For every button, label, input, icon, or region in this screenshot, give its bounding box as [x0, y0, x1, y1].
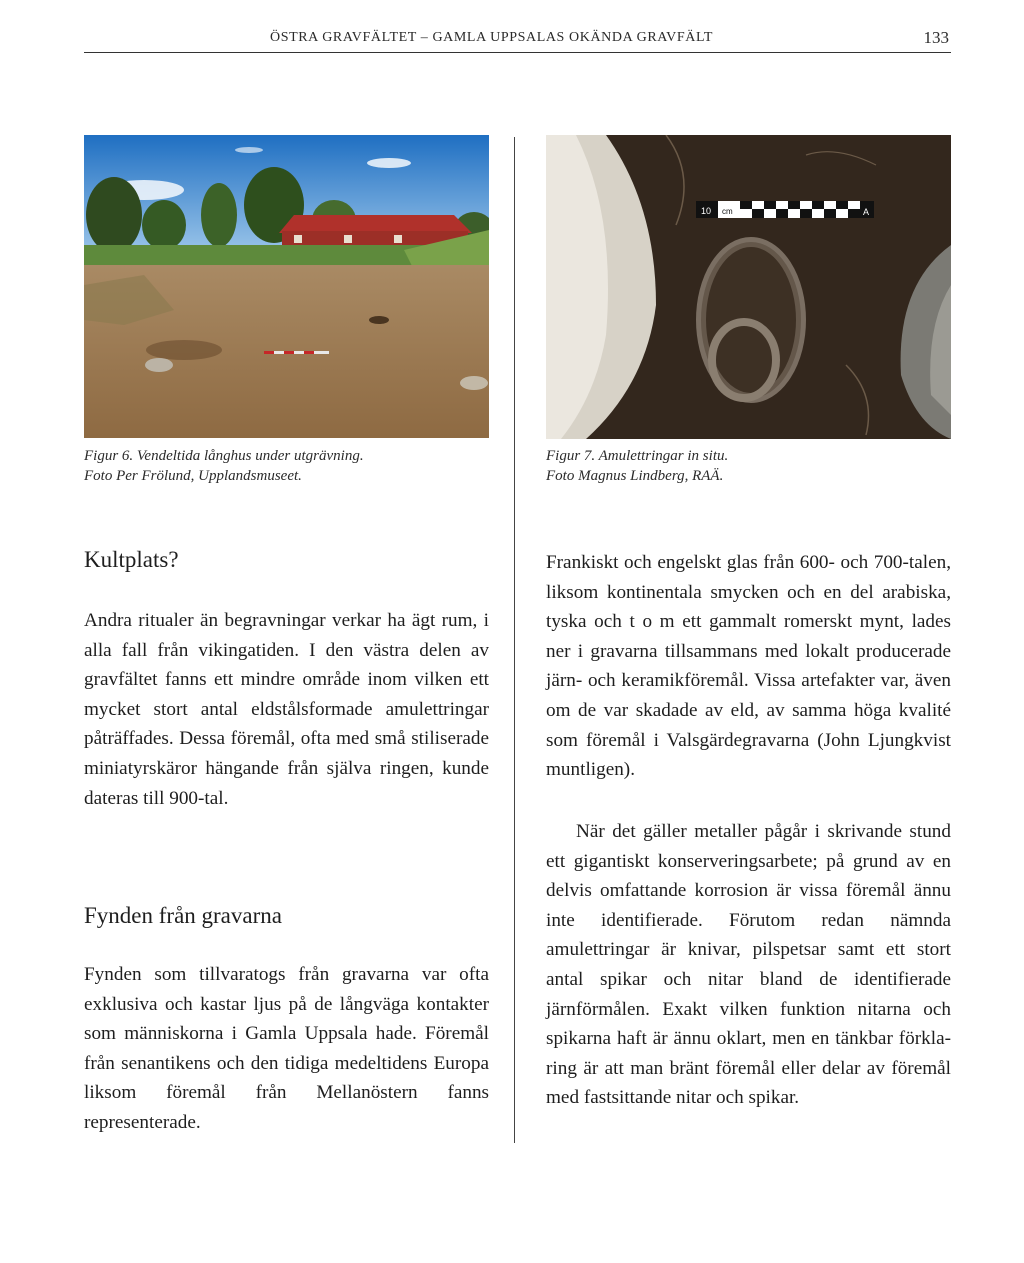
caption-line: Figur 6. Vendeltida långhus under utgrävning. [84, 448, 364, 464]
running-header [84, 30, 951, 53]
caption-credit: Foto Magnus Lindberg, RAÄ. [546, 468, 724, 484]
figure-6-caption [84, 446, 364, 486]
amulet-rings-photo [546, 135, 951, 439]
body-paragraph: När det gäller metaller pågår i skrivande stund ett gigantiskt konserveringsarbete; på grund av en delvis omfattande korrosion är vissa föremål ännu inte identifierade. Förutom redan nämnda amulettringar är knivar, pilspetsar samt ett stort antal spikar och nitar bland de identifierade järnförmålen. Exakt vilken funktion nitarna och spikarna haft är ännu oklart, men en tänkbar förklaring är att man bränt föremål eller delar av föremål med fastsittande nitar och spikar. [546, 821, 951, 1109]
caption-credit: Foto Per Frölund, Upplandsmuseet. [84, 468, 302, 484]
section-heading-fynden: Fynden från gravarna [84, 903, 282, 928]
body-paragraph: Andra ritualer än begravningar verkar ha ägt rum, i alla fall från vikingatiden. I den västra delen av gravfältet fanns ett mindre område inom vilken ett mycket stort antal eldstålsformade amulettringar påträffades. Dessa föremål, ofta med små stiliserade miniatyrskäror hängande från själva ringen, kunde dateras till 900-tal. [84, 610, 489, 809]
figure-6-photo [84, 135, 489, 438]
caption-line: Figur 7. Amulettringar in situ. [546, 448, 729, 464]
scale-bar-unit: cm [722, 207, 733, 216]
page-number: 133 [923, 28, 949, 47]
scale-bar-letter: A [863, 207, 870, 217]
figure-7-photo [546, 135, 951, 439]
body-paragraph: Frankiskt och engelskt glas från 600- och 700-talen, liksom kontinentala smycken och en del arabiska, tyska och t o m ett gammalt romerskt mynt, lades ner i gravarna tillsammans med lokalt producerade järn- och keramikföremål. Vissa artefakter var, även om de var skadade av eld, av samma höga kvalité som föremål i Valsgärdegravarna (John Ljungkvist muntligen). [546, 552, 951, 781]
excavation-photo [84, 135, 489, 438]
figure-7-caption [546, 446, 728, 486]
scale-bar-number: 10 [701, 206, 712, 216]
body-paragraph: Fynden som tillvaratogs från gravarna var ofta exklusiva och kastar ljus på de långväga kontakter som människorna i Gamla Uppsala hade. Föremål från senantikens och den tidiga medeltidens Europa liksom föremål från Mellanöstern fanns representerade. [84, 964, 489, 1133]
running-title: ÖSTRA GRAVFÄLTET – GAMLA UPPSALAS OKÄNDA GRAVFÄLT [270, 30, 714, 45]
column-divider [514, 137, 515, 1143]
section-heading-kultplats: Kultplats? [84, 547, 179, 572]
